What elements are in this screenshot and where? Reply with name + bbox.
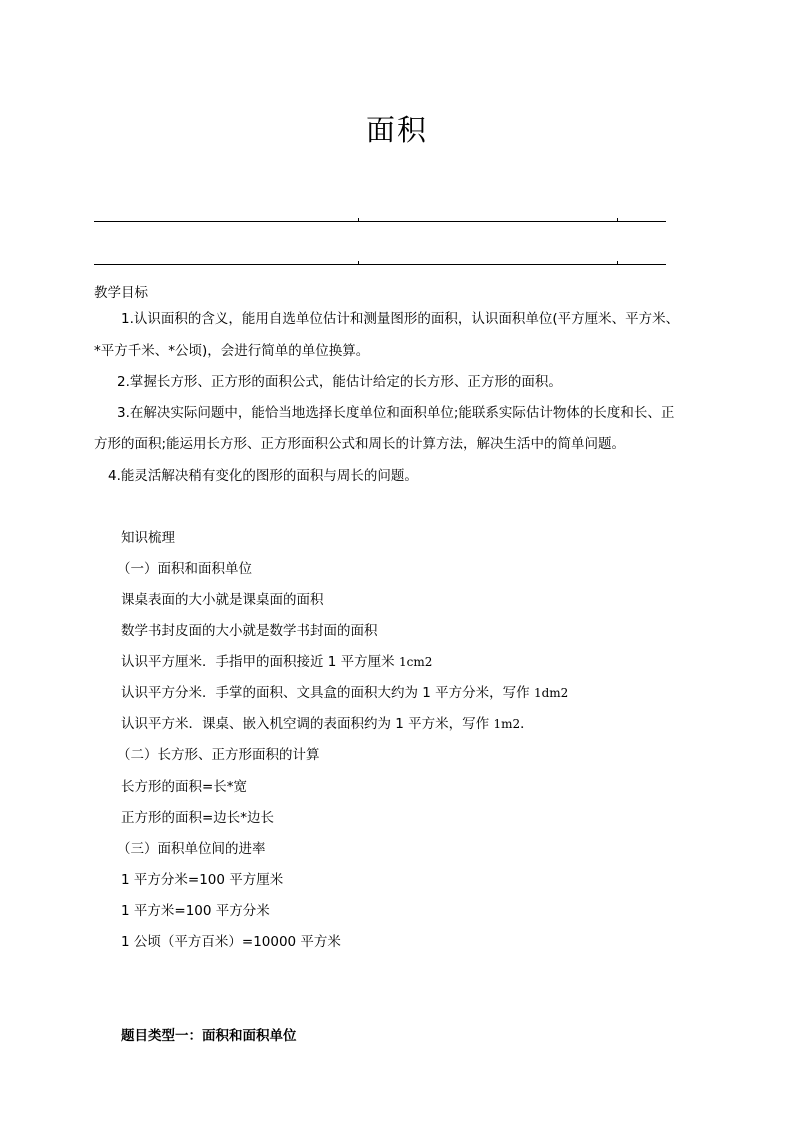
blank-line-2-tick-1 — [358, 261, 359, 265]
section-3-heading: （三）面积单位间的进率 — [117, 841, 266, 857]
section-2-line-2: 正方形的面积=边长*边长 — [121, 810, 275, 826]
unit-dm2: 1dm2 — [533, 686, 569, 700]
section-1-line-4 — [121, 681, 568, 701]
unit-m2: 1m2 — [493, 717, 521, 731]
objective-3-line-2: 方形的面积;能运用长方形、正方形面积公式和周长的计算方法，解决生活中的简单问题。 — [94, 436, 626, 452]
objective-2: 2.掌握长方形、正方形的面积公式，能估计给定的长方形、正方形的面积。 — [117, 374, 562, 390]
blank-line-1-tick-2 — [617, 218, 618, 222]
section-3-line-1: 1 平方分米=100 平方厘米 — [121, 872, 284, 888]
section-1-line-4-text: 认识平方分米．手掌的面积、文具盒的面积大约为 1 平方分米，写作 — [121, 685, 534, 701]
objective-4: 4.能灵活解决稍有变化的图形的面积与周长的问题。 — [108, 468, 418, 484]
page-title: 面积 — [365, 113, 428, 147]
unit-cm2: 1cm2 — [398, 655, 433, 669]
blank-line-1-tick-1 — [358, 218, 359, 222]
section-3-line-2: 1 平方米=100 平方分米 — [121, 903, 270, 919]
question-type-heading: 题目类型一：面积和面积单位 — [121, 1028, 297, 1044]
section-2-heading: （二）长方形、正方形面积的计算 — [117, 747, 320, 763]
blank-line-1 — [94, 221, 666, 222]
knowledge-heading: 知识梳理 — [121, 530, 175, 546]
section-1-line-1: 课桌表面的大小就是课桌面的面积 — [121, 592, 324, 608]
section-1-line-5 — [121, 712, 534, 732]
objective-1-line-2: *平方千米、*公顷)，会进行简单的单位换算。 — [94, 343, 370, 359]
objective-1-line-1: 1.认识面积的含义，能用自选单位估计和测量图形的面积，认识面积单位(平方厘米、平方米、 — [121, 311, 680, 327]
section-2-line-1: 长方形的面积=长*宽 — [121, 779, 248, 795]
section-1-line-5-text: 认识平方米．课桌、嵌入机空调的表面积约为 1 平方米，写作 — [121, 716, 494, 732]
objectives-heading: 教学目标 — [94, 285, 148, 301]
blank-line-2 — [94, 264, 666, 265]
section-3-line-3: 1 公顷（平方百米）=10000 平方米 — [121, 934, 341, 950]
section-1-line-3 — [121, 650, 432, 670]
section-1-heading: （一）面积和面积单位 — [117, 561, 252, 577]
section-1-line-2: 数学书封皮面的大小就是数学书封面的面积 — [121, 623, 378, 639]
objective-3-line-1: 3.在解决实际问题中，能恰当地选择长度单位和面积单位;能联系实际估计物体的长度和长、正 — [117, 405, 675, 421]
section-1-line-5-end: ． — [520, 716, 534, 732]
blank-line-2-tick-2 — [617, 261, 618, 265]
section-1-line-3-text: 认识平方厘米．手指甲的面积接近 1 平方厘米 — [121, 654, 399, 670]
